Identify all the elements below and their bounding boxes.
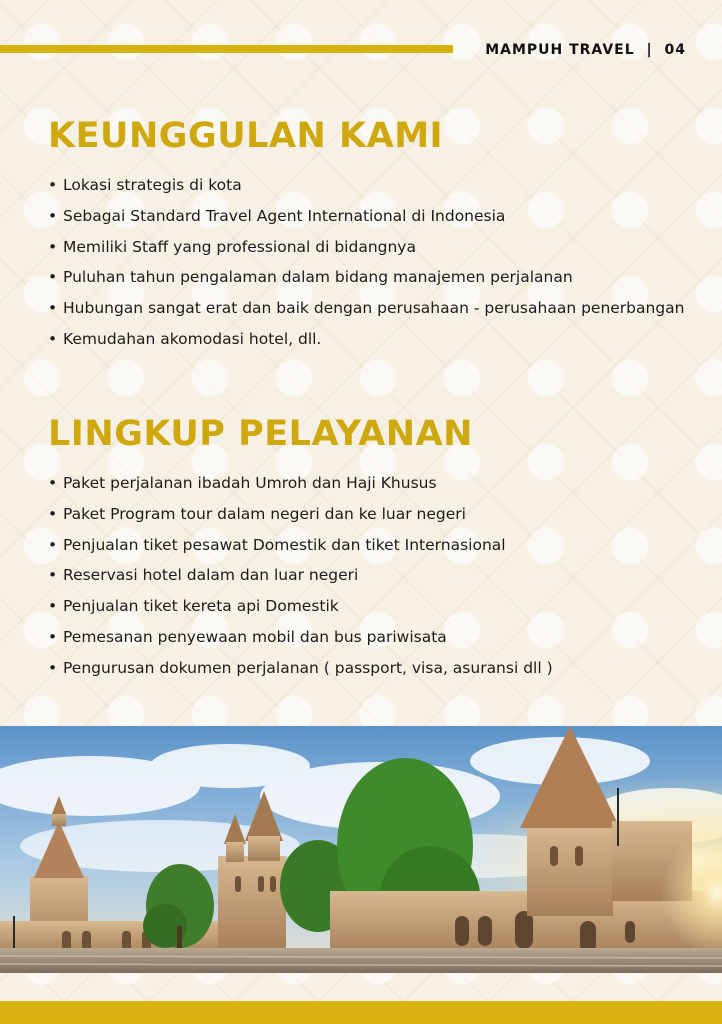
list-item: • Memiliki Staff yang professional di bidangnya	[48, 232, 688, 263]
page-header	[485, 42, 686, 58]
top-accent-rule	[0, 45, 453, 53]
list-item: • Penjualan tiket pesawat Domestik dan tiket Internasional	[48, 530, 688, 561]
list-item: • Lokasi strategis di kota	[48, 170, 688, 201]
section-title-advantages: KEUNGGULAN KAMI	[48, 116, 444, 156]
list-item: • Hubungan sangat erat dan baik dengan perusahaan - perusahaan penerbangan	[48, 293, 688, 324]
brand-name: MAMPUH TRAVEL	[485, 42, 635, 58]
advantages-list	[48, 170, 688, 355]
header-separator: |	[646, 42, 653, 58]
services-list	[48, 468, 688, 684]
list-item: • Paket perjalanan ibadah Umroh dan Haji Khusus	[48, 468, 688, 499]
plaza	[0, 948, 722, 973]
section-title-services: LINGKUP PELAYANAN	[48, 414, 473, 454]
list-item: • Penjualan tiket kereta api Domestik	[48, 591, 688, 622]
list-item: • Pengurusan dokumen perjalanan ( passport, visa, asuransi dll )	[48, 653, 688, 684]
list-item: • Kemudahan akomodasi hotel, dll.	[48, 324, 688, 355]
page-number: 04	[664, 42, 686, 58]
sun-highlight	[560, 796, 722, 973]
bottom-accent-band	[0, 1001, 722, 1024]
list-item: • Puluhan tahun pengalaman dalam bidang manajemen perjalanan	[48, 262, 688, 293]
list-item: • Pemesanan penyewaan mobil dan bus pariwisata	[48, 622, 688, 653]
list-item: • Reservasi hotel dalam dan luar negeri	[48, 560, 688, 591]
list-item: • Sebagai Standard Travel Agent International di Indonesia	[48, 201, 688, 232]
castle-landscape-photo	[0, 726, 722, 973]
list-item: • Paket Program tour dalam negeri dan ke luar negeri	[48, 499, 688, 530]
